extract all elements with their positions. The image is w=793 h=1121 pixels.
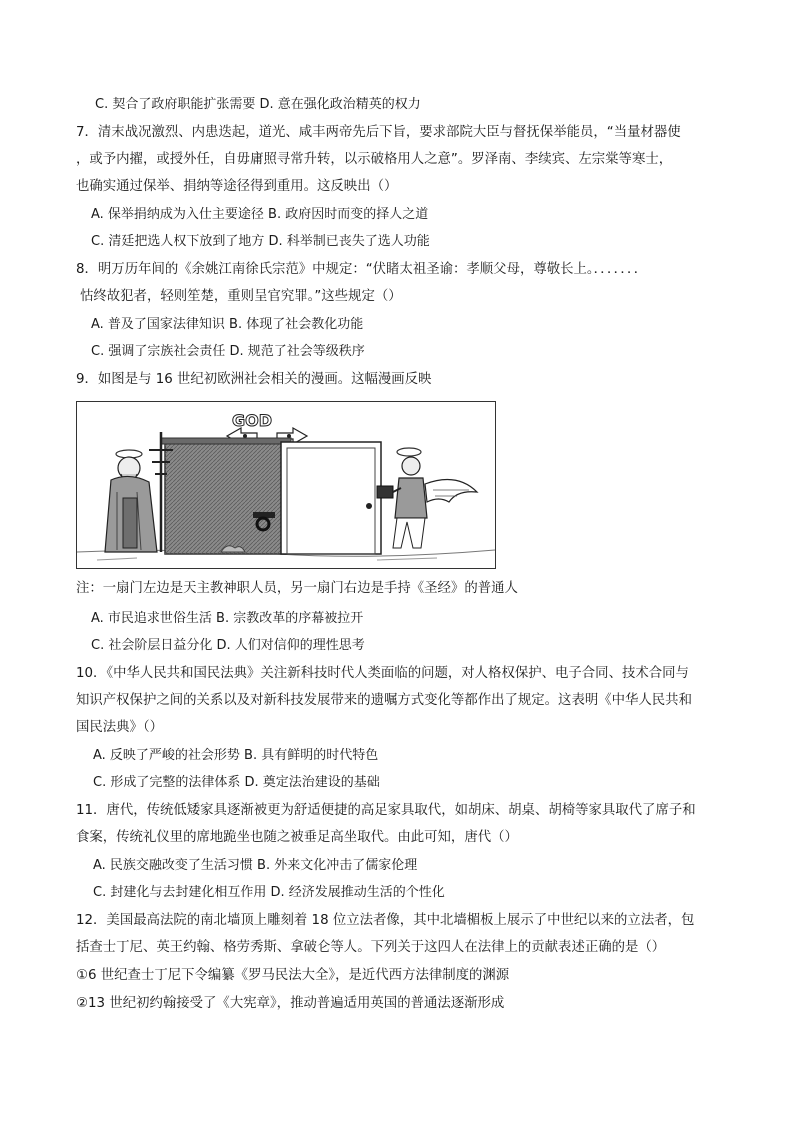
q11-stem-line-1: 11．唐代，传统低矮家具逐渐被更为舒适便捷的高足家具取代，如胡床、胡桌、胡椅等家具取代了席子和 (76, 803, 696, 818)
q11-stem-line-2: 食案，传统礼仪里的席地跪坐也随之被垂足高坐取代。由此可知，唐代（） (76, 830, 518, 845)
closed-door (161, 438, 291, 554)
q11-option-ab: A. 民族交融改变了生活习惯 B. 外来文化冲击了儒家伦理 (93, 858, 418, 873)
cartoon-sign-text: GOD (232, 411, 273, 430)
q7-stem-line-3: 也确实通过保举、捐纳等途径得到重用。这反映出（） (76, 179, 398, 194)
commoner-with-bible-figure (377, 448, 477, 548)
q7-option-cd: C. 清廷把选人权下放到了地方 D. 科举制已丧失了选人功能 (91, 234, 430, 249)
q10-stem-line-1: 10．《中华人民共和国民法典》关注新科技时代人类面临的问题，对人格权保护、电子合同、技术合同与 (76, 666, 689, 681)
q11-option-cd: C. 封建化与去封建化相互作用 D. 经济发展推动生活的个性化 (93, 885, 445, 900)
q10-option-ab: A. 反映了严峻的社会形势 B. 具有鲜明的时代特色 (93, 748, 379, 763)
q9-option-cd: C. 社会阶层日益分化 D. 人们对信仰的理性思考 (91, 638, 365, 653)
q9-option-ab: A. 市民追求世俗生活 B. 宗教改革的序幕被拉开 (91, 611, 364, 626)
catholic-clergy-figure (105, 432, 173, 552)
q10-stem-line-2: 知识产权保护之间的关系以及对新科技发展带来的遗嘱方式变化等都作出了规定。这表明《中华人民共和 (76, 693, 692, 708)
q7-option-ab: A. 保举捐纳成为入仕主要途径 B. 政府因时而变的择人之道 (91, 207, 429, 222)
q12-item-2: ②13 世纪初约翰接受了《大宪章》，推动普遍适用英国的普通法逐渐形成 (76, 996, 505, 1011)
q8-option-cd: C. 强调了宗族社会责任 D. 规范了社会等级秩序 (91, 344, 365, 359)
q10-option-cd: C. 形成了完整的法律体系 D. 奠定法治建设的基础 (93, 775, 380, 790)
q9-stem: 9．如图是与 16 世纪初欧洲社会相关的漫画。这幅漫画反映 (76, 372, 432, 387)
q10-stem-line-3: 国民法典》（） (76, 720, 164, 735)
q9-cartoon (76, 401, 496, 569)
q8-stem-line-1: 8．明万历年间的《余姚江南徐氏宗范》中规定：“伏睹太祖圣谕：孝顺父母，尊敬长上。．．．．．．． (76, 262, 648, 277)
open-door (281, 442, 381, 554)
q12-item-1: ①6 世纪查士丁尼下令编纂《罗马民法大全》，是近代西方法律制度的渊源 (76, 968, 510, 983)
bible-icon (377, 486, 393, 498)
q8-option-ab: A. 普及了国家法律知识 B. 体现了社会教化功能 (91, 317, 364, 332)
q12-stem-line-1: 12．美国最高法院的南北墙顶上雕刻着 18 位立法者像，其中北墙楣板上展示了中世纪以来的立法者，包 (76, 913, 695, 928)
cartoon-drawing (77, 402, 495, 568)
q12-stem-line-2: 括查士丁尼、英王约翰、格劳秀斯、拿破仑等人。下列关于这四人在法律上的贡献表述正确的是（） (76, 940, 666, 955)
q7-stem-line-2: ，或予内擢，或授外任，自毋庸照寻常升转，以示破格用人之意”。罗泽南、李续宾、左宗棠等寒士， (76, 152, 673, 167)
q6-option-cd: C. 契合了政府职能扩张需要 D. 意在强化政治精英的权力 (95, 97, 421, 112)
q8-stem-line-2: 怙终故犯者，轻则笙楚，重则呈官究罪。”这些规定（） (80, 289, 402, 304)
q9-note: 注：一扇门左边是天主教神职人员，另一扇门右边是手持《圣经》的普通人 (76, 581, 518, 596)
q7-stem-line-1: 7．清末战况激烈、内患迭起，道光、咸丰两帝先后下旨，要求部院大臣与督抚保举能员，“当量材器使 (76, 125, 681, 140)
